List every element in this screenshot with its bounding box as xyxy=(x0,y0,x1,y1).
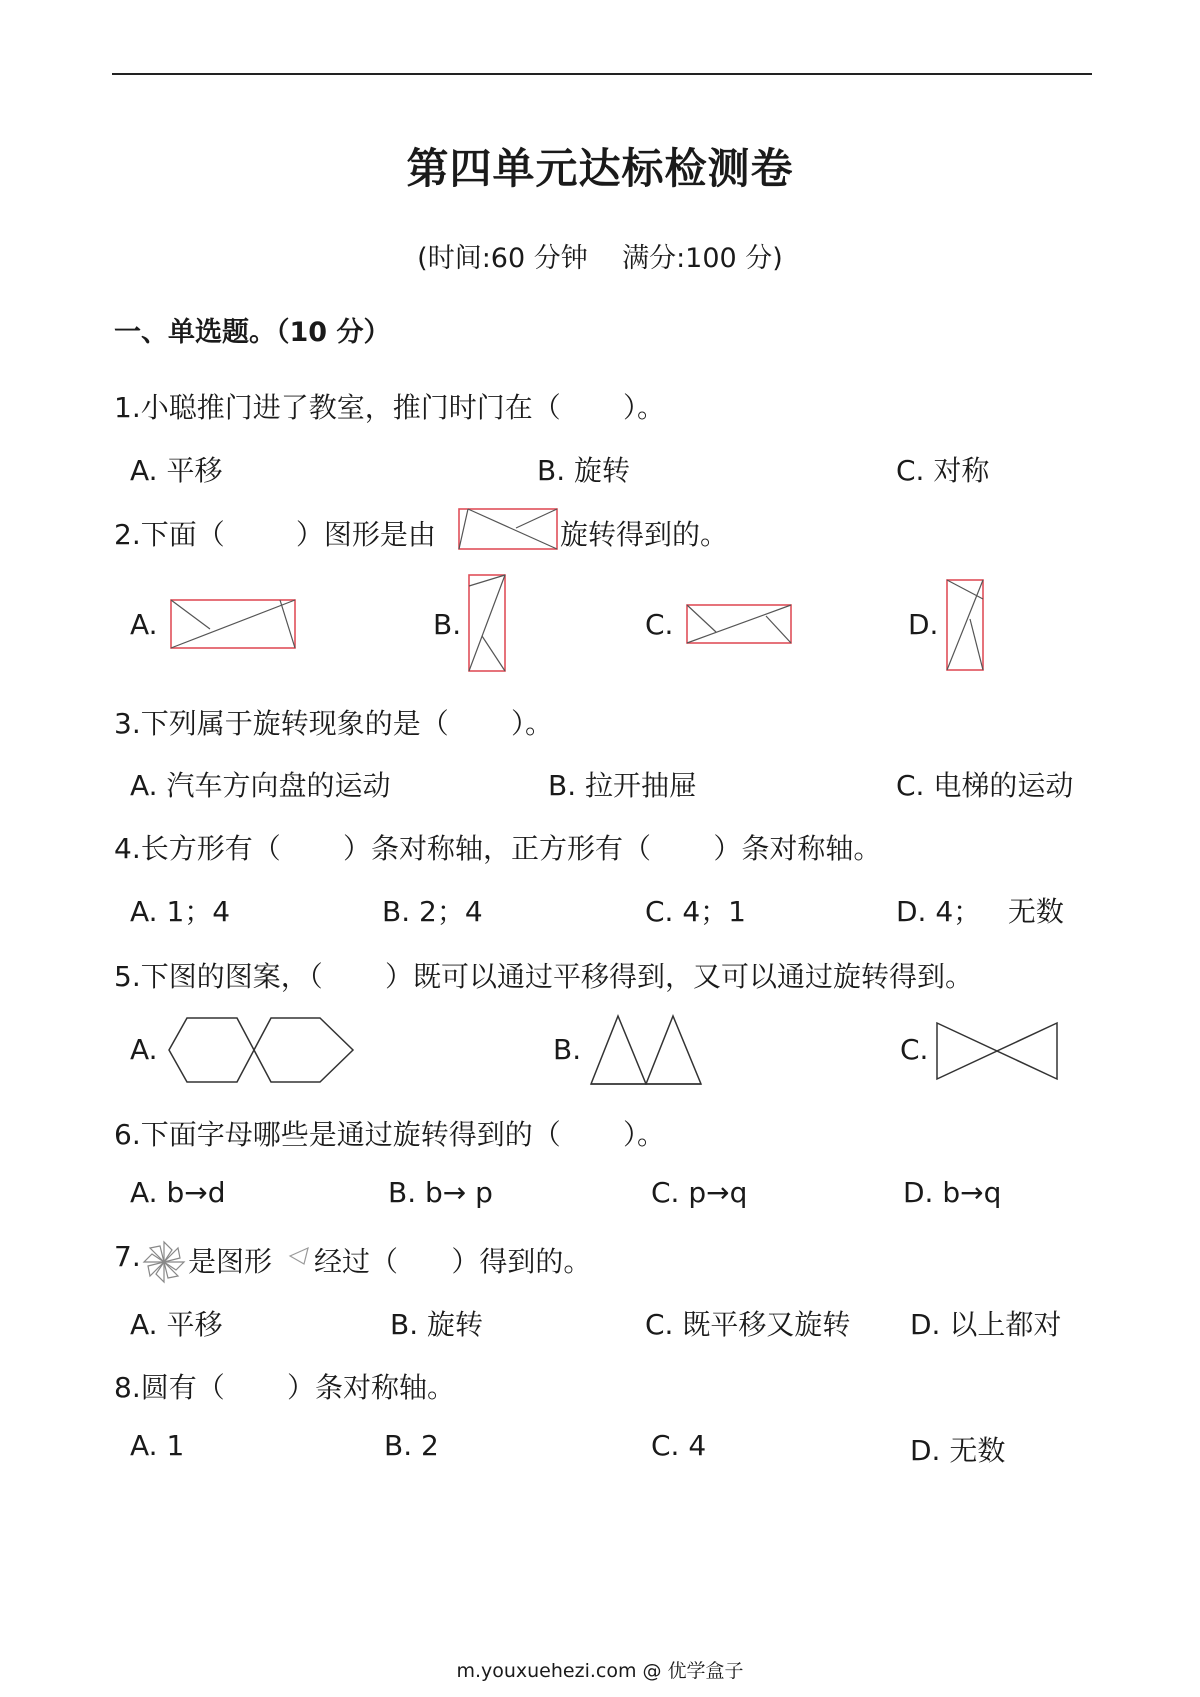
q3-option-b: B. 拉开抽屉 xyxy=(548,769,698,802)
q1-option-a: A. 平移 xyxy=(130,454,223,487)
footer-watermark: m.youxuehezi.com @ 优学盒子 xyxy=(456,1660,744,1682)
q7-triangle-figure xyxy=(288,1246,310,1266)
q4-option-d: D. 4； 无数 xyxy=(896,895,1064,928)
q4-option-a: A. 1；4 xyxy=(130,895,231,928)
q5-option-a: A. xyxy=(130,1033,158,1066)
q2-option-c-figure xyxy=(686,604,792,644)
q7-pinwheel-figure xyxy=(142,1240,186,1284)
q3-option-c: C. 电梯的运动 xyxy=(896,769,1074,802)
q6-option-d: D. b→q xyxy=(903,1176,1002,1209)
section-heading: 一、单选题。（10 分） xyxy=(114,317,391,348)
question-8: 8.圆有（ ）条对称轴。 xyxy=(114,1371,456,1404)
exam-info: (时间:60 分钟 满分:100 分) xyxy=(417,243,783,274)
question-6: 6.下面字母哪些是通过旋转得到的（ ）。 xyxy=(114,1118,666,1151)
q3-option-a: A. 汽车方向盘的运动 xyxy=(130,769,391,802)
q6-option-a: A. b→d xyxy=(130,1176,226,1209)
q5-option-b-triangles-figure xyxy=(590,1015,702,1085)
question-7-text: 是图形 xyxy=(188,1245,273,1278)
q7-option-c: C. 既平移又旋转 xyxy=(645,1308,851,1341)
question-1: 1.小聪推门进了教室，推门时门在（ ）。 xyxy=(114,391,666,424)
page-title: 第四单元达标检测卷 xyxy=(406,144,794,193)
q4-option-b: B. 2；4 xyxy=(382,895,483,928)
q5-option-b: B. xyxy=(553,1033,582,1066)
q2-option-a-figure xyxy=(170,599,296,649)
q7-option-d: D. 以上都对 xyxy=(910,1308,1062,1341)
q1-option-b: B. 旋转 xyxy=(537,454,631,487)
q5-option-c: C. xyxy=(900,1033,929,1066)
q8-option-c: C. 4 xyxy=(651,1429,707,1462)
q2-option-a: A. xyxy=(130,608,158,641)
question-3: 3.下列属于旋转现象的是（ ）。 xyxy=(114,707,554,740)
q2-option-d-figure xyxy=(946,579,984,671)
q2-option-b-figure xyxy=(468,574,506,672)
top-rule xyxy=(112,73,1092,75)
q6-option-b: B. b→ p xyxy=(388,1176,493,1209)
q4-option-c: C. 4；1 xyxy=(645,895,746,928)
q2-option-c: C. xyxy=(645,608,674,641)
q8-option-a: A. 1 xyxy=(130,1429,185,1462)
q8-option-b: B. 2 xyxy=(384,1429,439,1462)
q7-option-a: A. 平移 xyxy=(130,1308,223,1341)
question-7-number: 7. xyxy=(114,1240,141,1273)
question-2-text-end: 旋转得到的。 xyxy=(560,518,729,551)
q8-option-d: D. 无数 xyxy=(910,1434,1006,1467)
q6-option-c: C. p→q xyxy=(651,1176,748,1209)
question-5: 5.下图的图案，（ ）既可以通过平移得到，又可以通过旋转得到。 xyxy=(114,960,974,993)
q7-option-b: B. 旋转 xyxy=(390,1308,484,1341)
q2-option-d: D. xyxy=(908,608,939,641)
q2-reference-rectangle xyxy=(458,508,558,550)
question-2-text: 2.下面（ ）图形是由 xyxy=(114,518,436,551)
question-4: 4.长方形有（ ）条对称轴，正方形有（ ）条对称轴。 xyxy=(114,832,882,865)
question-7-text-end: 经过（ ）得到的。 xyxy=(314,1245,592,1278)
q5-option-a-hexagons-figure xyxy=(168,1017,354,1083)
q5-option-c-bowtie-figure xyxy=(936,1022,1058,1080)
q1-option-c: C. 对称 xyxy=(896,454,990,487)
q2-option-b: B. xyxy=(433,608,462,641)
